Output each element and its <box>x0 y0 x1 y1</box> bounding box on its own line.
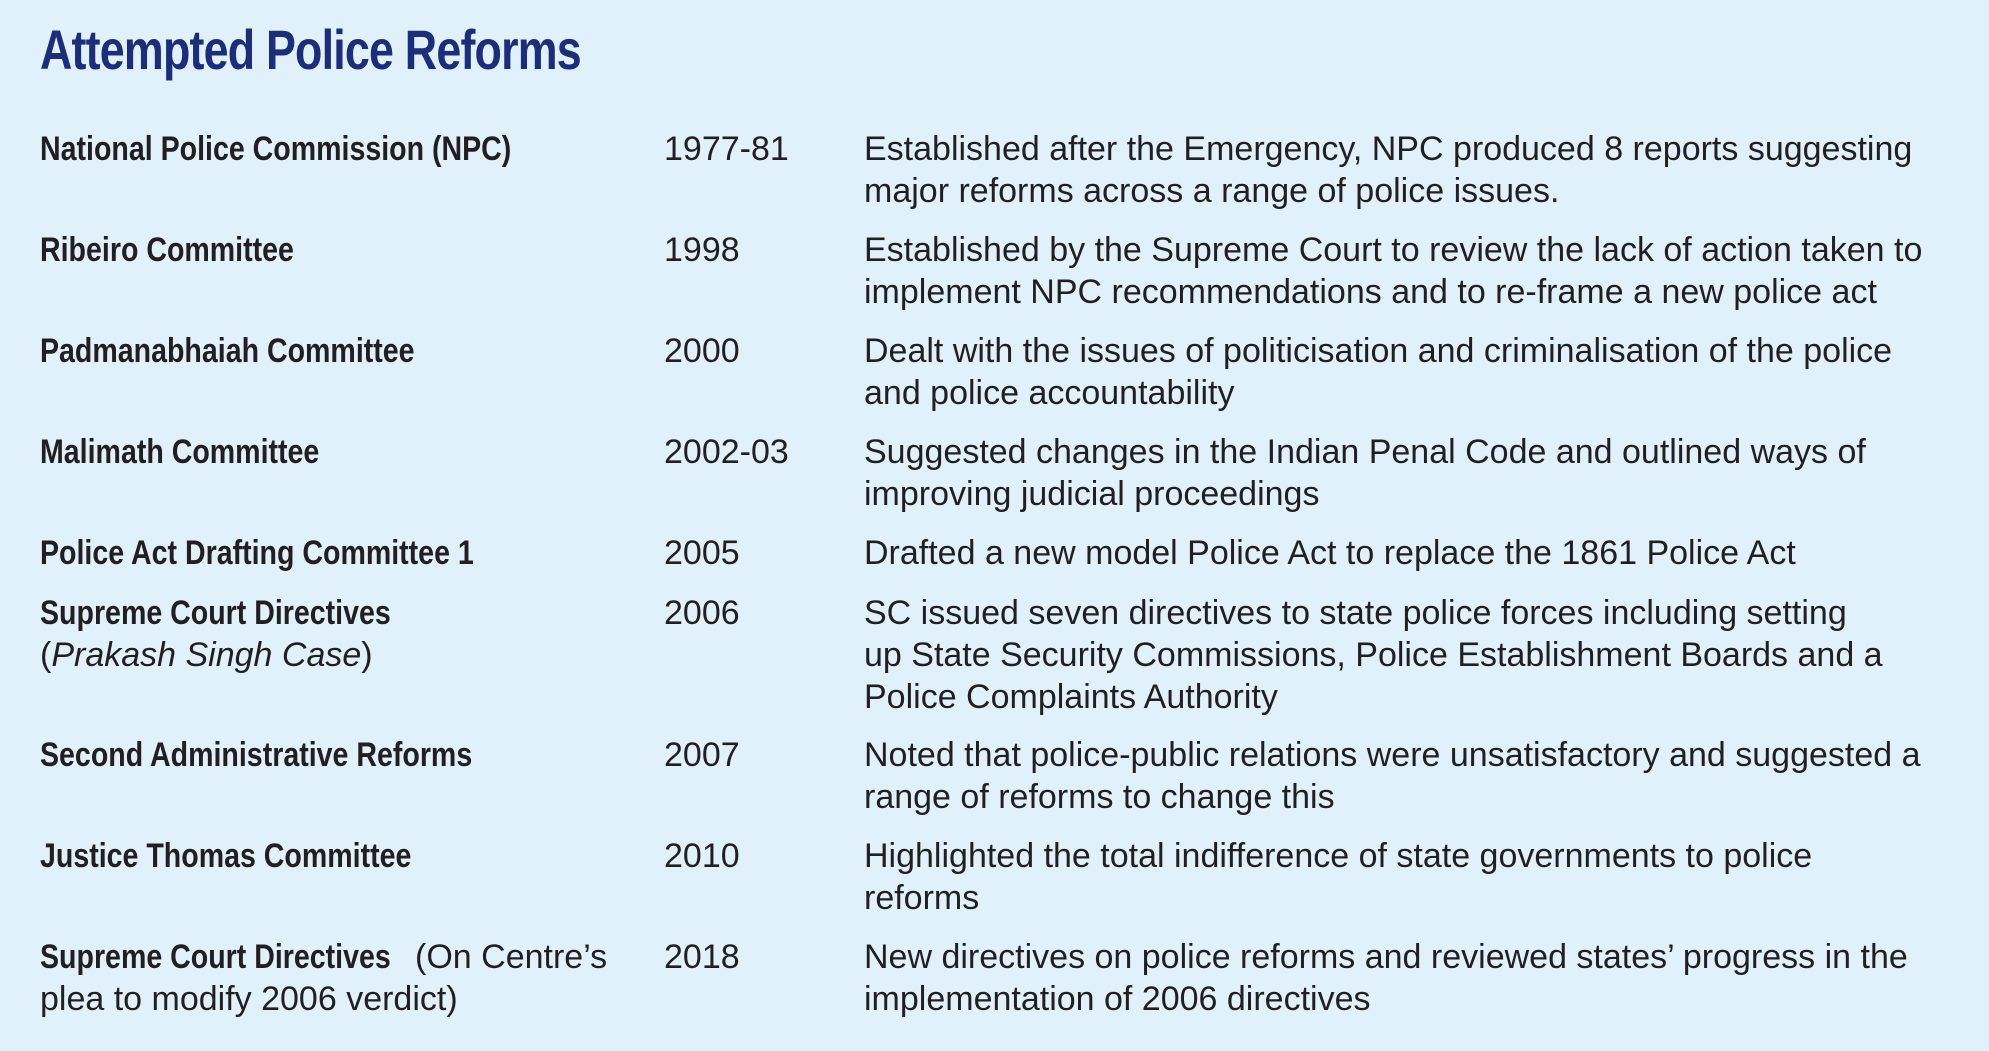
description-line: Suggested changes in the Indian Penal Code and outlined ways of <box>864 433 1866 471</box>
reform-name-text: Padmanabhaiah Committee <box>40 332 415 370</box>
description-line: Dealt with the issues of politicisation and criminalisation of the police <box>864 332 1893 370</box>
reform-name-subtitle: plea to modify 2006 verdict) <box>40 980 458 1018</box>
description-line: range of reforms to change this <box>864 778 1335 816</box>
reform-name <box>40 128 660 170</box>
reform-year: 2006 <box>664 594 740 632</box>
reform-year: 2002-03 <box>664 433 789 471</box>
reform-description <box>864 229 1989 313</box>
reform-name <box>40 229 660 271</box>
description-line: improving judicial proceedings <box>864 475 1320 513</box>
description-line: SC issued seven directives to state police forces including setting <box>864 594 1847 632</box>
description-line: New directives on police reforms and reviewed states’ progress in the <box>864 938 1908 976</box>
page-title: Attempted Police Reforms <box>40 18 581 81</box>
reform-name <box>40 330 660 372</box>
reform-name-subtitle <box>40 634 660 676</box>
description-line: Noted that police-public relations were unsatisfactory and suggested a <box>864 736 1921 774</box>
reform-name-text: Supreme Court Directives <box>40 594 391 632</box>
description-line: Highlighted the total indifference of state governments to police <box>864 837 1813 875</box>
reform-description <box>864 431 1989 515</box>
description-line: up State Security Commissions, Police Establishment Boards and a <box>864 636 1883 674</box>
reform-name <box>40 835 660 877</box>
reform-year: 1977-81 <box>664 130 789 168</box>
reform-name <box>40 532 660 574</box>
reform-description <box>864 936 1989 1020</box>
reform-name <box>40 431 660 473</box>
reform-name-text: Justice Thomas Committee <box>40 837 412 875</box>
reform-description <box>864 734 1989 818</box>
description-line: major reforms across a range of police issues. <box>864 172 1560 210</box>
reform-name-text: Supreme Court Directives <box>40 938 391 976</box>
reform-name-line <box>40 936 660 978</box>
description-line: Drafted a new model Police Act to replace the 1861 Police Act <box>864 534 1796 572</box>
reform-name-text: Ribeiro Committee <box>40 231 294 269</box>
reform-description <box>864 330 1989 414</box>
description-line: Police Complaints Authority <box>864 678 1278 716</box>
reform-name-note: (On Centre’s <box>405 938 608 976</box>
paren-open: ( <box>40 636 52 674</box>
reform-name-text: National Police Commission (NPC) <box>40 130 512 168</box>
case-name: Prakash Singh Case <box>51 636 362 674</box>
reform-year: 2010 <box>664 837 740 875</box>
reform-name-text: Malimath Committee <box>40 433 320 471</box>
reform-year: 1998 <box>664 231 740 269</box>
reform-name <box>40 734 660 776</box>
description-line: Established after the Emergency, NPC produced 8 reports suggesting <box>864 130 1913 168</box>
reform-name-text: Second Administrative Reforms <box>40 736 473 774</box>
reform-name-text: Police Act Drafting Committee 1 <box>40 534 474 572</box>
description-line: and police accountability <box>864 374 1235 412</box>
reform-description <box>864 835 1989 919</box>
description-line: reforms <box>864 879 980 917</box>
reform-year: 2005 <box>664 534 740 572</box>
reform-year: 2007 <box>664 736 740 774</box>
description-line: Established by the Supreme Court to review the lack of action taken to <box>864 231 1923 269</box>
description-line: implement NPC recommendations and to re-frame a new police act <box>864 273 1877 311</box>
reform-year: 2018 <box>664 938 740 976</box>
reform-description <box>864 532 1989 574</box>
reform-name <box>40 592 660 676</box>
reform-description <box>864 128 1989 212</box>
reform-description <box>864 592 1989 718</box>
reform-name <box>40 936 660 1020</box>
description-line: implementation of 2006 directives <box>864 980 1371 1018</box>
paren-close: ) <box>361 636 373 674</box>
reform-year: 2000 <box>664 332 740 370</box>
